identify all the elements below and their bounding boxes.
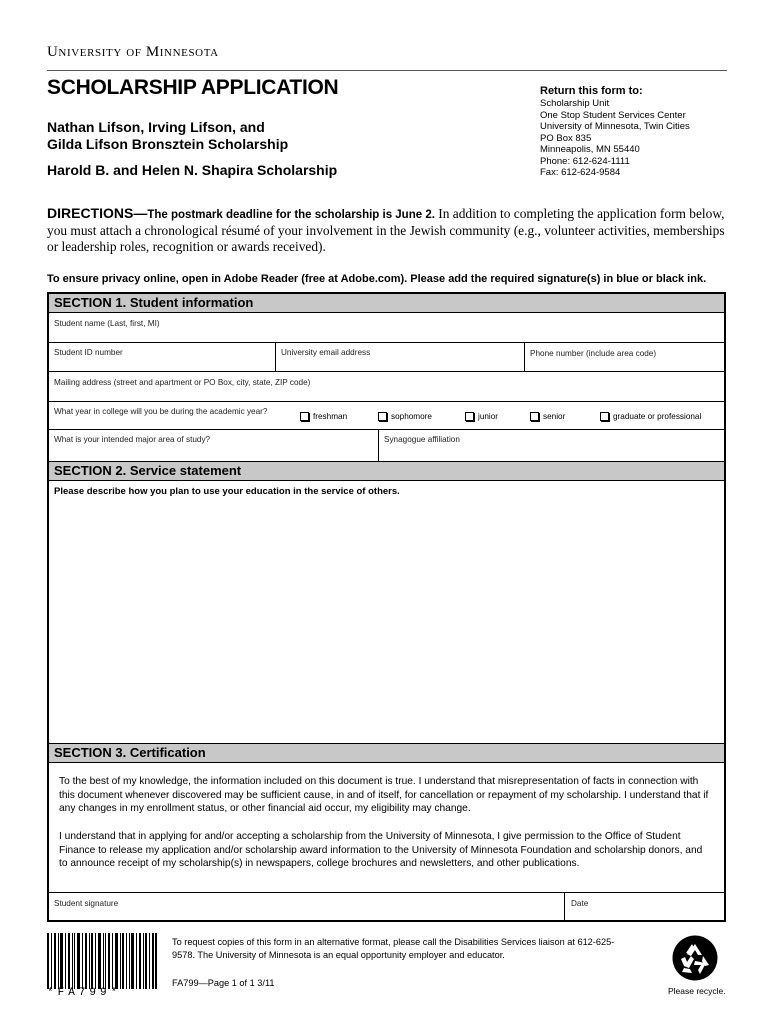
return-line: One Stop Student Services Center	[540, 109, 686, 121]
date-label: Date	[571, 899, 589, 908]
return-line: Phone: 612-624-1111	[540, 155, 630, 167]
return-address	[540, 98, 690, 179]
directions-deadline: The postmark deadline for the scholarship is June 2.	[147, 209, 435, 221]
scholarship-line-1: Nathan Lifson, Irving Lifson, and	[47, 119, 265, 135]
directions-body: In addition to completing the application form below, you must attach a chronological résumé of your involvement in the Jewish community (e.g., volunteer activities, memberships or leadership roles, recognition or awards received).	[47, 206, 725, 254]
student-id-label: Student ID number	[54, 348, 123, 357]
return-line: Fax: 612-624-9584	[540, 167, 621, 178]
application-form	[47, 292, 726, 922]
divider	[275, 343, 276, 371]
return-line: Scholarship Unit	[540, 98, 610, 109]
phone-field[interactable]	[525, 343, 725, 371]
synagogue-field[interactable]	[379, 430, 725, 461]
alternative-format-notice: To request copies of this form in an alternative format, please call the Disabilities Services liaison at 612-625-9578. The University of Minnesota is an equal opportunity employer and educator.	[172, 937, 615, 960]
return-line: PO Box 835	[540, 132, 592, 144]
student-name-label: Student name (Last, first, MI)	[54, 319, 160, 328]
phone-label: Phone number (include area code)	[530, 349, 657, 358]
mailing-address-field[interactable]	[49, 372, 724, 401]
university-name: University of Minnesota	[47, 44, 219, 60]
divider	[378, 430, 379, 461]
freshman-checkbox[interactable]	[300, 412, 309, 421]
signature-label: Student signature	[54, 899, 119, 908]
junior-label: junior	[478, 412, 499, 421]
return-line: Minneapolis, MN 55440	[540, 144, 640, 155]
sophomore-label: sophomore	[391, 412, 432, 421]
directions-heading: DIRECTIONS—	[47, 205, 148, 221]
page-info: FA799—Page 1 of 1 3/11	[172, 978, 275, 988]
email-field[interactable]	[276, 343, 524, 371]
barcode	[47, 933, 157, 989]
divider	[524, 343, 525, 371]
privacy-note: To ensure privacy online, open in Adobe Reader (free at Adobe.com). Please add the required signature(s) in blue or black ink.	[47, 273, 707, 285]
divider	[564, 893, 565, 920]
scholarship-names	[47, 119, 288, 153]
date-field[interactable]	[565, 893, 725, 920]
page-title: SCHOLARSHIP APPLICATION	[47, 76, 339, 99]
senior-label: senior	[543, 412, 566, 421]
recycle-icon	[672, 935, 718, 981]
scholarship-line-3: Harold B. and Helen N. Shapira Scholarship	[47, 162, 338, 178]
signature-field[interactable]	[49, 893, 562, 920]
freshman-label: freshman	[313, 412, 348, 421]
service-statement-prompt: Please describe how you plan to use your education in the service of others.	[54, 486, 400, 497]
return-line: University of Minnesota, Twin Cities	[540, 121, 690, 132]
service-statement-field[interactable]	[49, 481, 724, 743]
scholarship-line-2: Gilda Lifson Bronsztein Scholarship	[47, 136, 289, 152]
section2-header: SECTION 2. Service statement	[49, 462, 724, 481]
student-id-field[interactable]	[49, 343, 275, 371]
student-name-field[interactable]	[49, 313, 724, 342]
section3-header: SECTION 3. Certification	[49, 744, 724, 763]
recycle-text: Please recycle.	[668, 986, 726, 996]
email-label: University email address	[281, 348, 371, 357]
major-label: What is your intended major area of study?	[54, 435, 211, 444]
divider	[49, 401, 724, 402]
barcode-text: *FA799*	[47, 987, 122, 999]
certification-paragraph-2: I understand that in applying for and/or accepting a scholarship from the University of Minnesota, I give permission to the Office of Student Finance to release my application and/or scholarship award information to the University of Minnesota Foundation and scholarship donors, and to announce receipt of my scholarship(s) in newspapers, college brochures and newsletters, and other publications.	[59, 831, 703, 869]
section1-header: SECTION 1. Student information	[49, 294, 724, 313]
return-heading: Return this form to:	[540, 85, 643, 97]
junior-checkbox[interactable]	[465, 412, 474, 421]
synagogue-label: Synagogue affiliation	[384, 435, 460, 444]
senior-checkbox[interactable]	[530, 412, 539, 421]
certification-paragraph-1: To the best of my knowledge, the information included on this document is true. I understand that misrepresentation of facts in connection with this document whenever discovered may be sufficient cause, in and of itself, for cancellation or repayment of my scholarship. I understand that if any changes in my enrollment status, or other financial aid occur, my eligibility may change.	[59, 776, 709, 814]
year-question: What year in college will you be during the academic year?	[54, 407, 268, 416]
major-field[interactable]	[49, 430, 377, 461]
sophomore-checkbox[interactable]	[378, 412, 387, 421]
header-divider	[47, 70, 727, 71]
directions-paragraph	[47, 205, 737, 255]
graduate-checkbox[interactable]	[600, 412, 609, 421]
mailing-address-label: Mailing address (street and apartment or PO Box, city, state, ZIP code)	[54, 378, 311, 387]
graduate-label: graduate or professional	[613, 412, 702, 421]
